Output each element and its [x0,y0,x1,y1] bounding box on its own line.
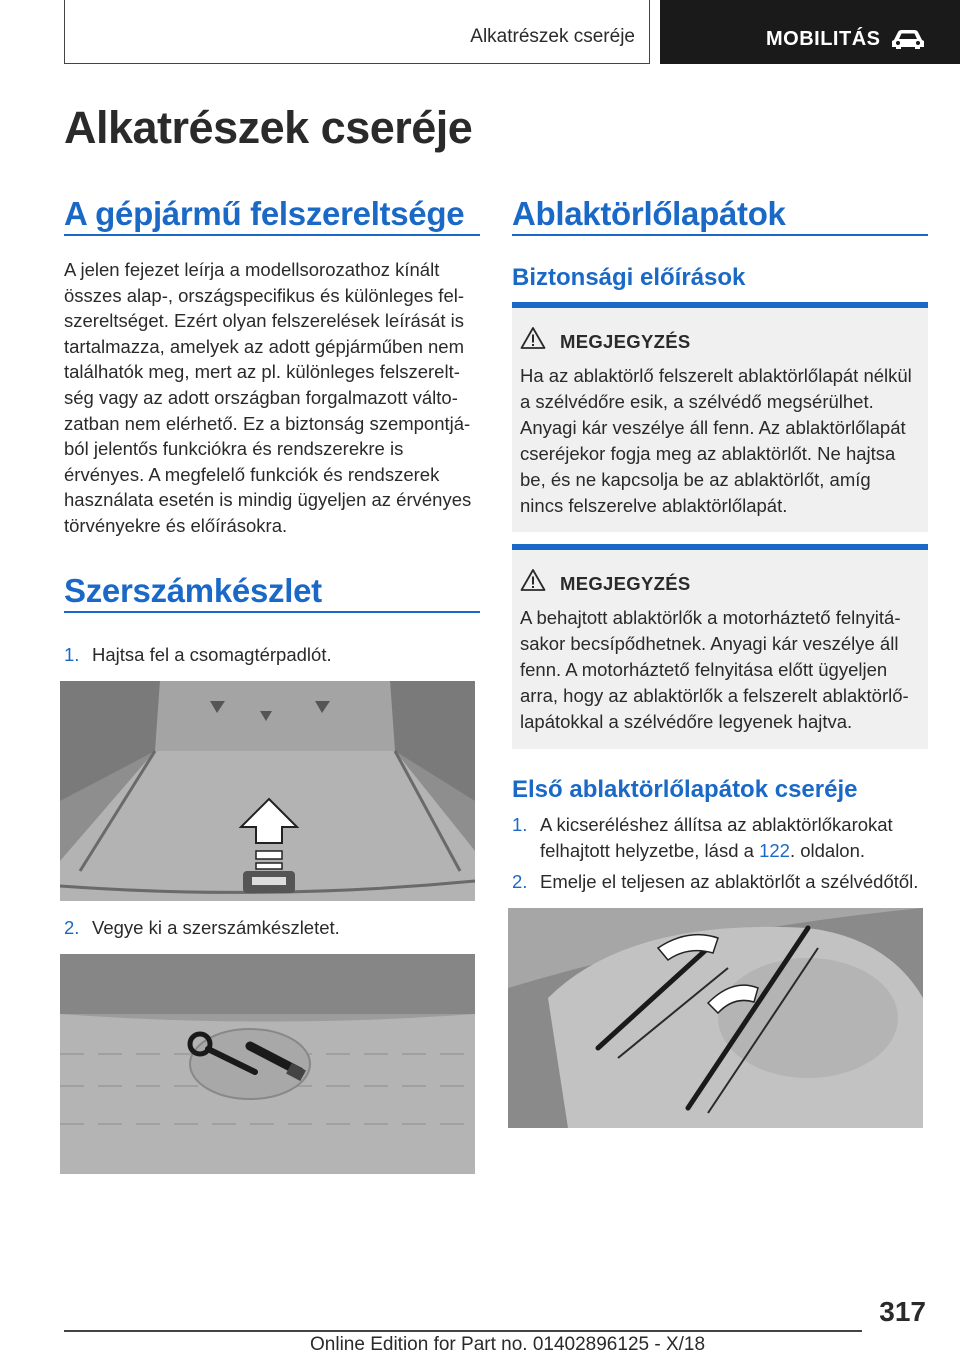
step-number: 1. [64,644,80,665]
step-text [540,812,932,863]
step-number: 2. [512,871,528,892]
step-text: Hajtsa fel a csomagtérpadlót. [92,644,332,665]
equipment-paragraph [64,257,484,539]
footer-rule [64,1330,862,1332]
notice-title: MEGJEGYZÉS [560,573,691,594]
equipment-line: találhatók meg, mert az pl. különleges felszerelt- [64,361,460,383]
notice-line: A behajtott ablaktörlők a motorháztető felnyitá- [520,607,901,628]
equipment-line: ség vagy az adott országban forgalmazott válto- [64,386,458,408]
warning-triangle-icon [520,568,546,592]
front-wipers-heading: Első ablaktörlőlapátok cseréje [512,776,858,803]
step-text: Emelje el teljesen az ablaktörlőt a szélvédőtől. [540,871,919,892]
notice-line: Ha az ablaktörlő felszerelt ablaktörlőlapát nélkül [520,365,912,386]
notice-box [512,302,928,532]
equipment-line: összes alap-, országspecifikus és különleges fel- [64,284,464,306]
toolkit-heading-rule [64,611,480,613]
step-number: 2. [64,917,80,938]
notice-line: Anyagi kár veszélye áll fenn. Az ablaktörlőlapát [520,417,906,438]
front-wipers-step [512,812,932,863]
step-number: 1. [512,814,528,835]
page-reference-link[interactable]: 122 [759,839,790,861]
toolkit-step [64,915,484,941]
equipment-line: tartalmazza, amelyek az adott gépjárműben nem [64,335,465,357]
toolkit-illustration [60,954,475,1174]
notice-line: nincs felszerelve ablaktörlőlapát. [520,495,788,516]
chapter-tab [660,0,960,64]
equipment-heading-rule [64,234,480,236]
notice-line: a szélvédőre esik, a szélvédő megsérülhet. [520,391,874,412]
wiper-illustration [508,908,923,1128]
notice-body [520,605,925,735]
footer-edition: Online Edition for Part no. 01402896125 - X/18 [310,1334,706,1355]
notice-body [520,363,925,519]
car-icon [890,27,926,51]
notice-title: MEGJEGYZÉS [560,331,691,352]
step-text-line: A kicseréléshez állítsa az ablaktörlőkarokat [540,814,893,835]
running-header-box [64,0,650,64]
luggage-floor-illustration [60,681,475,901]
equipment-line: törvényekre és előírásokra. [64,514,288,536]
safety-heading: Biztonsági előírások [512,264,746,291]
equipment-line: A jelen fejezet leírja a modellsorozathoz kínált [64,259,440,280]
toolkit-step [64,642,484,668]
step-text-segment: . oldalon. [789,839,866,861]
wipers-heading: Ablaktörlőlapátok [512,195,786,232]
equipment-line: zatban nem elérhető. Ez a biztonság szempontjá- [64,412,471,434]
equipment-line: érvényes. A megfelelő funkciók és rendszerek [64,463,440,485]
notice-line: sakor becsípődhetnek. Anyagi kár veszélye áll [520,633,899,654]
warning-triangle-icon [520,326,546,350]
page-title: Alkatrészek cseréje [64,102,473,153]
notice-line: be, és ne kapcsolja be az ablaktörlőt, amíg [520,469,871,490]
wipers-heading-rule [512,234,928,236]
chapter-tab-label: MOBILITÁS [766,28,881,50]
notice-line: fenn. A motorháztető felnyitása előtt ügyeljen [520,659,888,680]
notice-box [512,544,928,749]
equipment-line: ból jelentős funkciókra és rendszerekre is [64,438,404,460]
notice-line: cseréjekor fogja meg az ablaktörlőt. Ne hajtsa [520,443,896,464]
page-number: 317 [879,1296,926,1327]
equipment-line: szereltséget. Ezért olyan felszerelések leírását is [64,310,464,332]
equipment-line: használata esetén is mindig ügyeljen az érvényes [64,489,472,511]
equipment-heading: A gépjármű felszereltsége [64,195,465,232]
notice-line: arra, hogy az ablaktörlők a felszerelt ablaktörlő- [520,685,909,706]
notice-line: lapátokkal a szélvédőre legyenek hajtva. [520,711,853,732]
front-wipers-step [512,869,932,895]
toolkit-heading: Szerszámkészlet [64,572,322,609]
step-text: Vegye ki a szerszámkészletet. [92,917,340,938]
running-header-section: Alkatrészek cseréje [470,26,635,47]
step-text-segment: felhajtott helyzetbe, lásd a [540,839,760,861]
